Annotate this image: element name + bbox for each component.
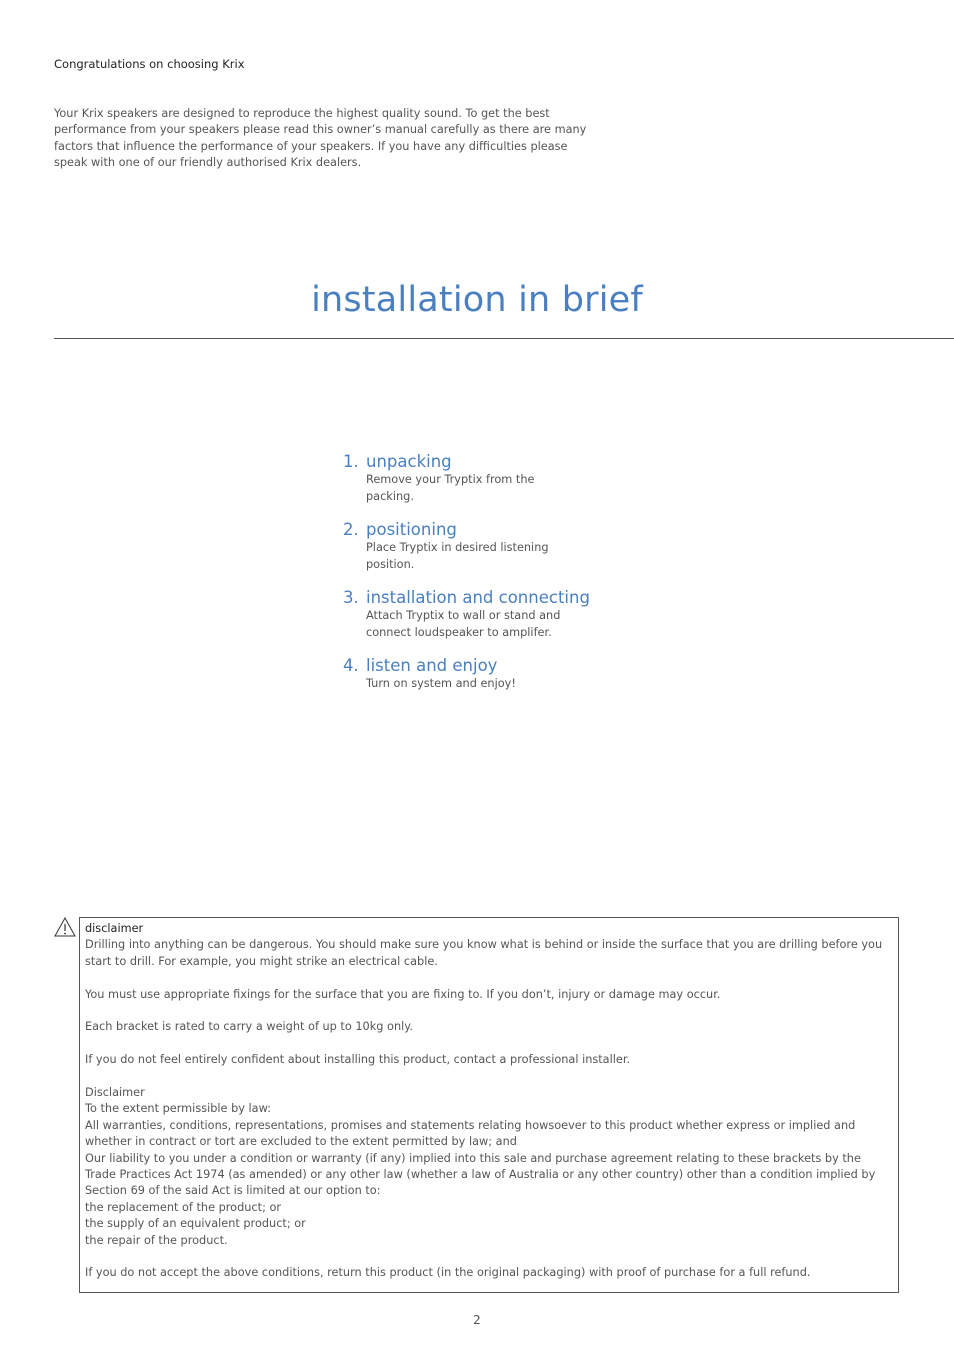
section-title: installation in brief <box>311 280 643 320</box>
legal-block <box>85 1085 892 1249</box>
step-title: installation and connecting <box>366 588 590 607</box>
disclaimer-paragraph: If you do not feel entirely confident about installing this product, contact a professional installer. <box>85 1053 631 1067</box>
disclaimer-box <box>79 917 899 1293</box>
legal-line: Disclaimer <box>85 1086 145 1099</box>
disclaimer-paragraph: Each bracket is rated to carry a weight of up to 10kg only. <box>85 1020 413 1034</box>
disclaimer-final: If you do not accept the above conditions, return this product (in the original packaging) with proof of purchase for a full refund. <box>85 1266 811 1280</box>
step-installation <box>343 588 643 641</box>
title-rule <box>54 338 954 339</box>
intro-heading: Congratulations on choosing Krix <box>54 57 245 71</box>
step-number: 2. <box>343 520 359 539</box>
disclaimer-heading: disclaimer <box>85 922 144 935</box>
step-description: Attach Tryptix to wall or stand and connect loudspeaker to amplifer. <box>366 609 561 639</box>
step-number: 4. <box>343 656 359 675</box>
step-title: listen and enjoy <box>366 656 498 675</box>
page-number: 2 <box>473 1313 481 1327</box>
step-description: Place Tryptix in desired listening position. <box>366 541 549 571</box>
step-description: Turn on system and enjoy! <box>366 677 516 690</box>
legal-line: Our liability to you under a condition or warranty (if any) implied into this sale and purchase agreement relating to these brackets by the Trade Practices Act 1974 (as amended) or any other law (whether a law of Australia or any other country) other than a condition implied by Section 69 of the said Act is limited at our option to: <box>85 1151 876 1198</box>
steps-list <box>343 452 643 708</box>
step-title: positioning <box>366 520 457 539</box>
step-number: 3. <box>343 588 359 607</box>
step-number: 1. <box>343 452 359 471</box>
disclaimer-paragraph: Drilling into anything can be dangerous. You should make sure you know what is behind or inside the surface that you are drilling before you start to drill. For example, you might strike an electrical cable. <box>85 938 883 968</box>
step-description: Remove your Tryptix from the packing. <box>366 473 535 503</box>
legal-line: To the extent permissible by law: <box>85 1102 272 1116</box>
legal-line: the replacement of the product; or <box>85 1200 282 1214</box>
step-unpacking <box>343 452 643 505</box>
disclaimer-paragraph: You must use appropriate fixings for the surface that you are fixing to. If you don’t, injury or damage may occur. <box>85 987 721 1001</box>
step-positioning <box>343 520 643 573</box>
step-listen <box>343 656 643 693</box>
intro-body: Your Krix speakers are designed to reproduce the highest quality sound. To get the best performance from your speakers please read this owner’s manual carefully as there are many factors that influence the performance of your speakers. If you have any difficulties please speak with one of our friendly authorised Krix dealers. <box>54 107 587 170</box>
step-title: unpacking <box>366 452 452 471</box>
legal-line: the repair of the product. <box>85 1233 228 1247</box>
legal-line: the supply of an equivalent product; or <box>85 1217 306 1231</box>
legal-line: All warranties, conditions, representations, promises and statements relating howsoever to this product whether express or implied and whether in contract or tort are excluded to the extent permitted by law; and <box>85 1118 856 1149</box>
warning-triangle-icon <box>54 917 76 937</box>
